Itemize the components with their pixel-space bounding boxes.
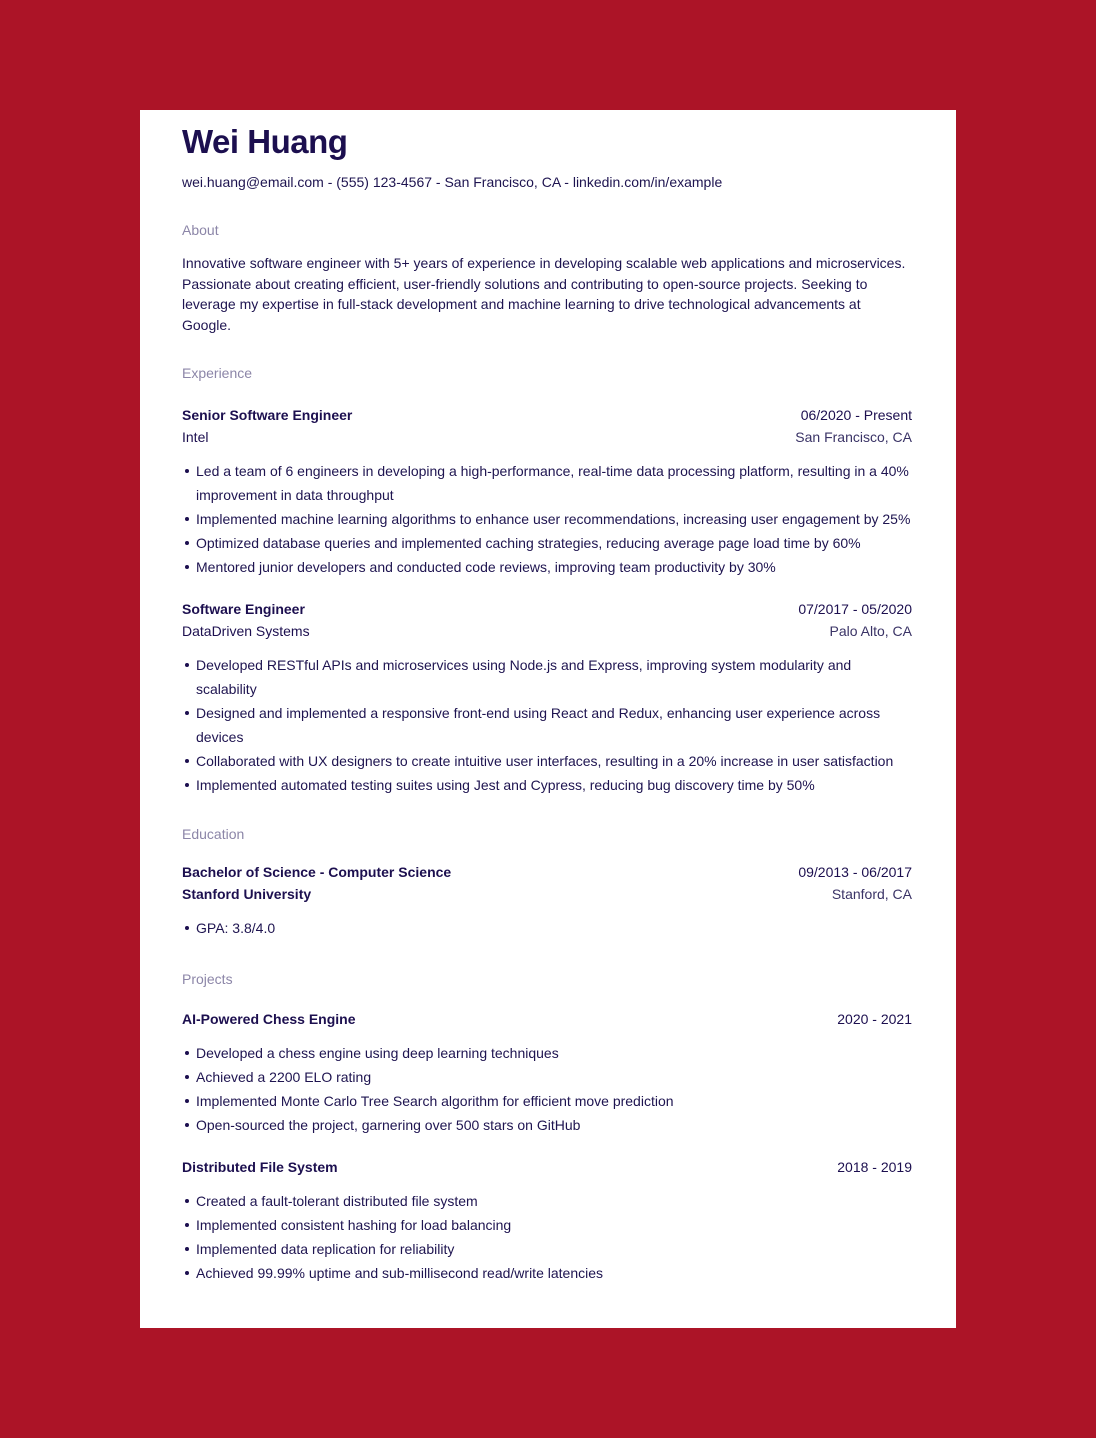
job-dates: 07/2017 - 05/2020 xyxy=(798,601,912,618)
bullet-item: Achieved 99.99% uptime and sub-millisecond read/write latencies xyxy=(196,1261,912,1285)
job-bullets xyxy=(182,653,912,797)
project-entry xyxy=(182,1156,912,1285)
section-title-projects: Projects xyxy=(182,971,233,988)
job-location: Palo Alto, CA xyxy=(829,623,912,640)
bullet-item: Led a team of 6 engineers in developing a high-performance, real-time data processing platform, resulting in a 40% improvement in data throughput xyxy=(196,459,912,507)
bullet-item: Implemented machine learning algorithms to enhance user recommendations, increasing user engagement by 25% xyxy=(196,507,912,531)
job-company: Intel xyxy=(182,429,209,446)
project-dates: 2020 - 2021 xyxy=(837,1011,912,1028)
project-name: Distributed File System xyxy=(182,1159,338,1176)
contact-line: wei.huang@email.com - (555) 123-4567 - San Francisco, CA - linkedin.com/in/example xyxy=(182,174,723,190)
bullet-item: Implemented consistent hashing for load balancing xyxy=(196,1213,912,1237)
job-title: Senior Software Engineer xyxy=(182,407,353,424)
school-name: Stanford University xyxy=(182,886,312,903)
bullet-item: GPA: 3.8/4.0 xyxy=(196,916,912,940)
bullet-item: Created a fault-tolerant distributed file system xyxy=(196,1189,912,1213)
education-bullets xyxy=(182,916,912,940)
bullet-item: Developed RESTful APIs and microservices using Node.js and Express, improving system modularity and scalability xyxy=(196,653,912,701)
bullet-item: Open-sourced the project, garnering over 500 stars on GitHub xyxy=(196,1113,912,1137)
project-bullets xyxy=(182,1189,912,1285)
about-text: Innovative software engineer with 5+ years of experience in developing scalable web applications and microservices. Passionate about creating efficient, user-friendly solutions and contributing to open-source projects. Seeking to leverage my expertise in full-stack development and machine learning to drive technological advancements at Google. xyxy=(182,255,906,333)
job-company: DataDriven Systems xyxy=(182,623,310,640)
experience-entry xyxy=(182,598,912,797)
education-entry xyxy=(182,861,912,940)
candidate-name: Wei Huang xyxy=(182,123,348,160)
bullet-item: Implemented data replication for reliability xyxy=(196,1237,912,1261)
section-title-education: Education xyxy=(182,826,245,843)
resume-page xyxy=(140,110,956,1328)
bullet-item: Implemented automated testing suites using Jest and Cypress, reducing bug discovery time by 50% xyxy=(196,773,912,797)
job-location: San Francisco, CA xyxy=(795,429,912,446)
project-dates: 2018 - 2019 xyxy=(837,1159,912,1176)
project-entry xyxy=(182,1008,912,1137)
bullet-item: Collaborated with UX designers to create intuitive user interfaces, resulting in a 20% increase in user satisfaction xyxy=(196,749,912,773)
job-title: Software Engineer xyxy=(182,601,305,618)
section-title-experience: Experience xyxy=(182,365,253,382)
job-bullets xyxy=(182,459,912,579)
bullet-item: Optimized database queries and implemented caching strategies, reducing average page load time by 60% xyxy=(196,531,912,555)
bullet-item: Implemented Monte Carlo Tree Search algorithm for efficient move prediction xyxy=(196,1089,912,1113)
project-bullets xyxy=(182,1041,912,1137)
bullet-item: Achieved a 2200 ELO rating xyxy=(196,1065,912,1089)
section-title-about: About xyxy=(182,222,219,238)
education-dates: 09/2013 - 06/2017 xyxy=(798,864,912,881)
project-name: AI-Powered Chess Engine xyxy=(182,1011,356,1028)
job-dates: 06/2020 - Present xyxy=(800,407,912,424)
experience-entry xyxy=(182,404,912,579)
bullet-item: Developed a chess engine using deep learning techniques xyxy=(196,1041,912,1065)
degree-title: Bachelor of Science - Computer Science xyxy=(182,864,452,881)
bullet-item: Designed and implemented a responsive front-end using React and Redux, enhancing user experience across devices xyxy=(196,701,912,749)
school-location: Stanford, CA xyxy=(831,886,912,903)
bullet-item: Mentored junior developers and conducted code reviews, improving team productivity by 30% xyxy=(196,555,912,579)
